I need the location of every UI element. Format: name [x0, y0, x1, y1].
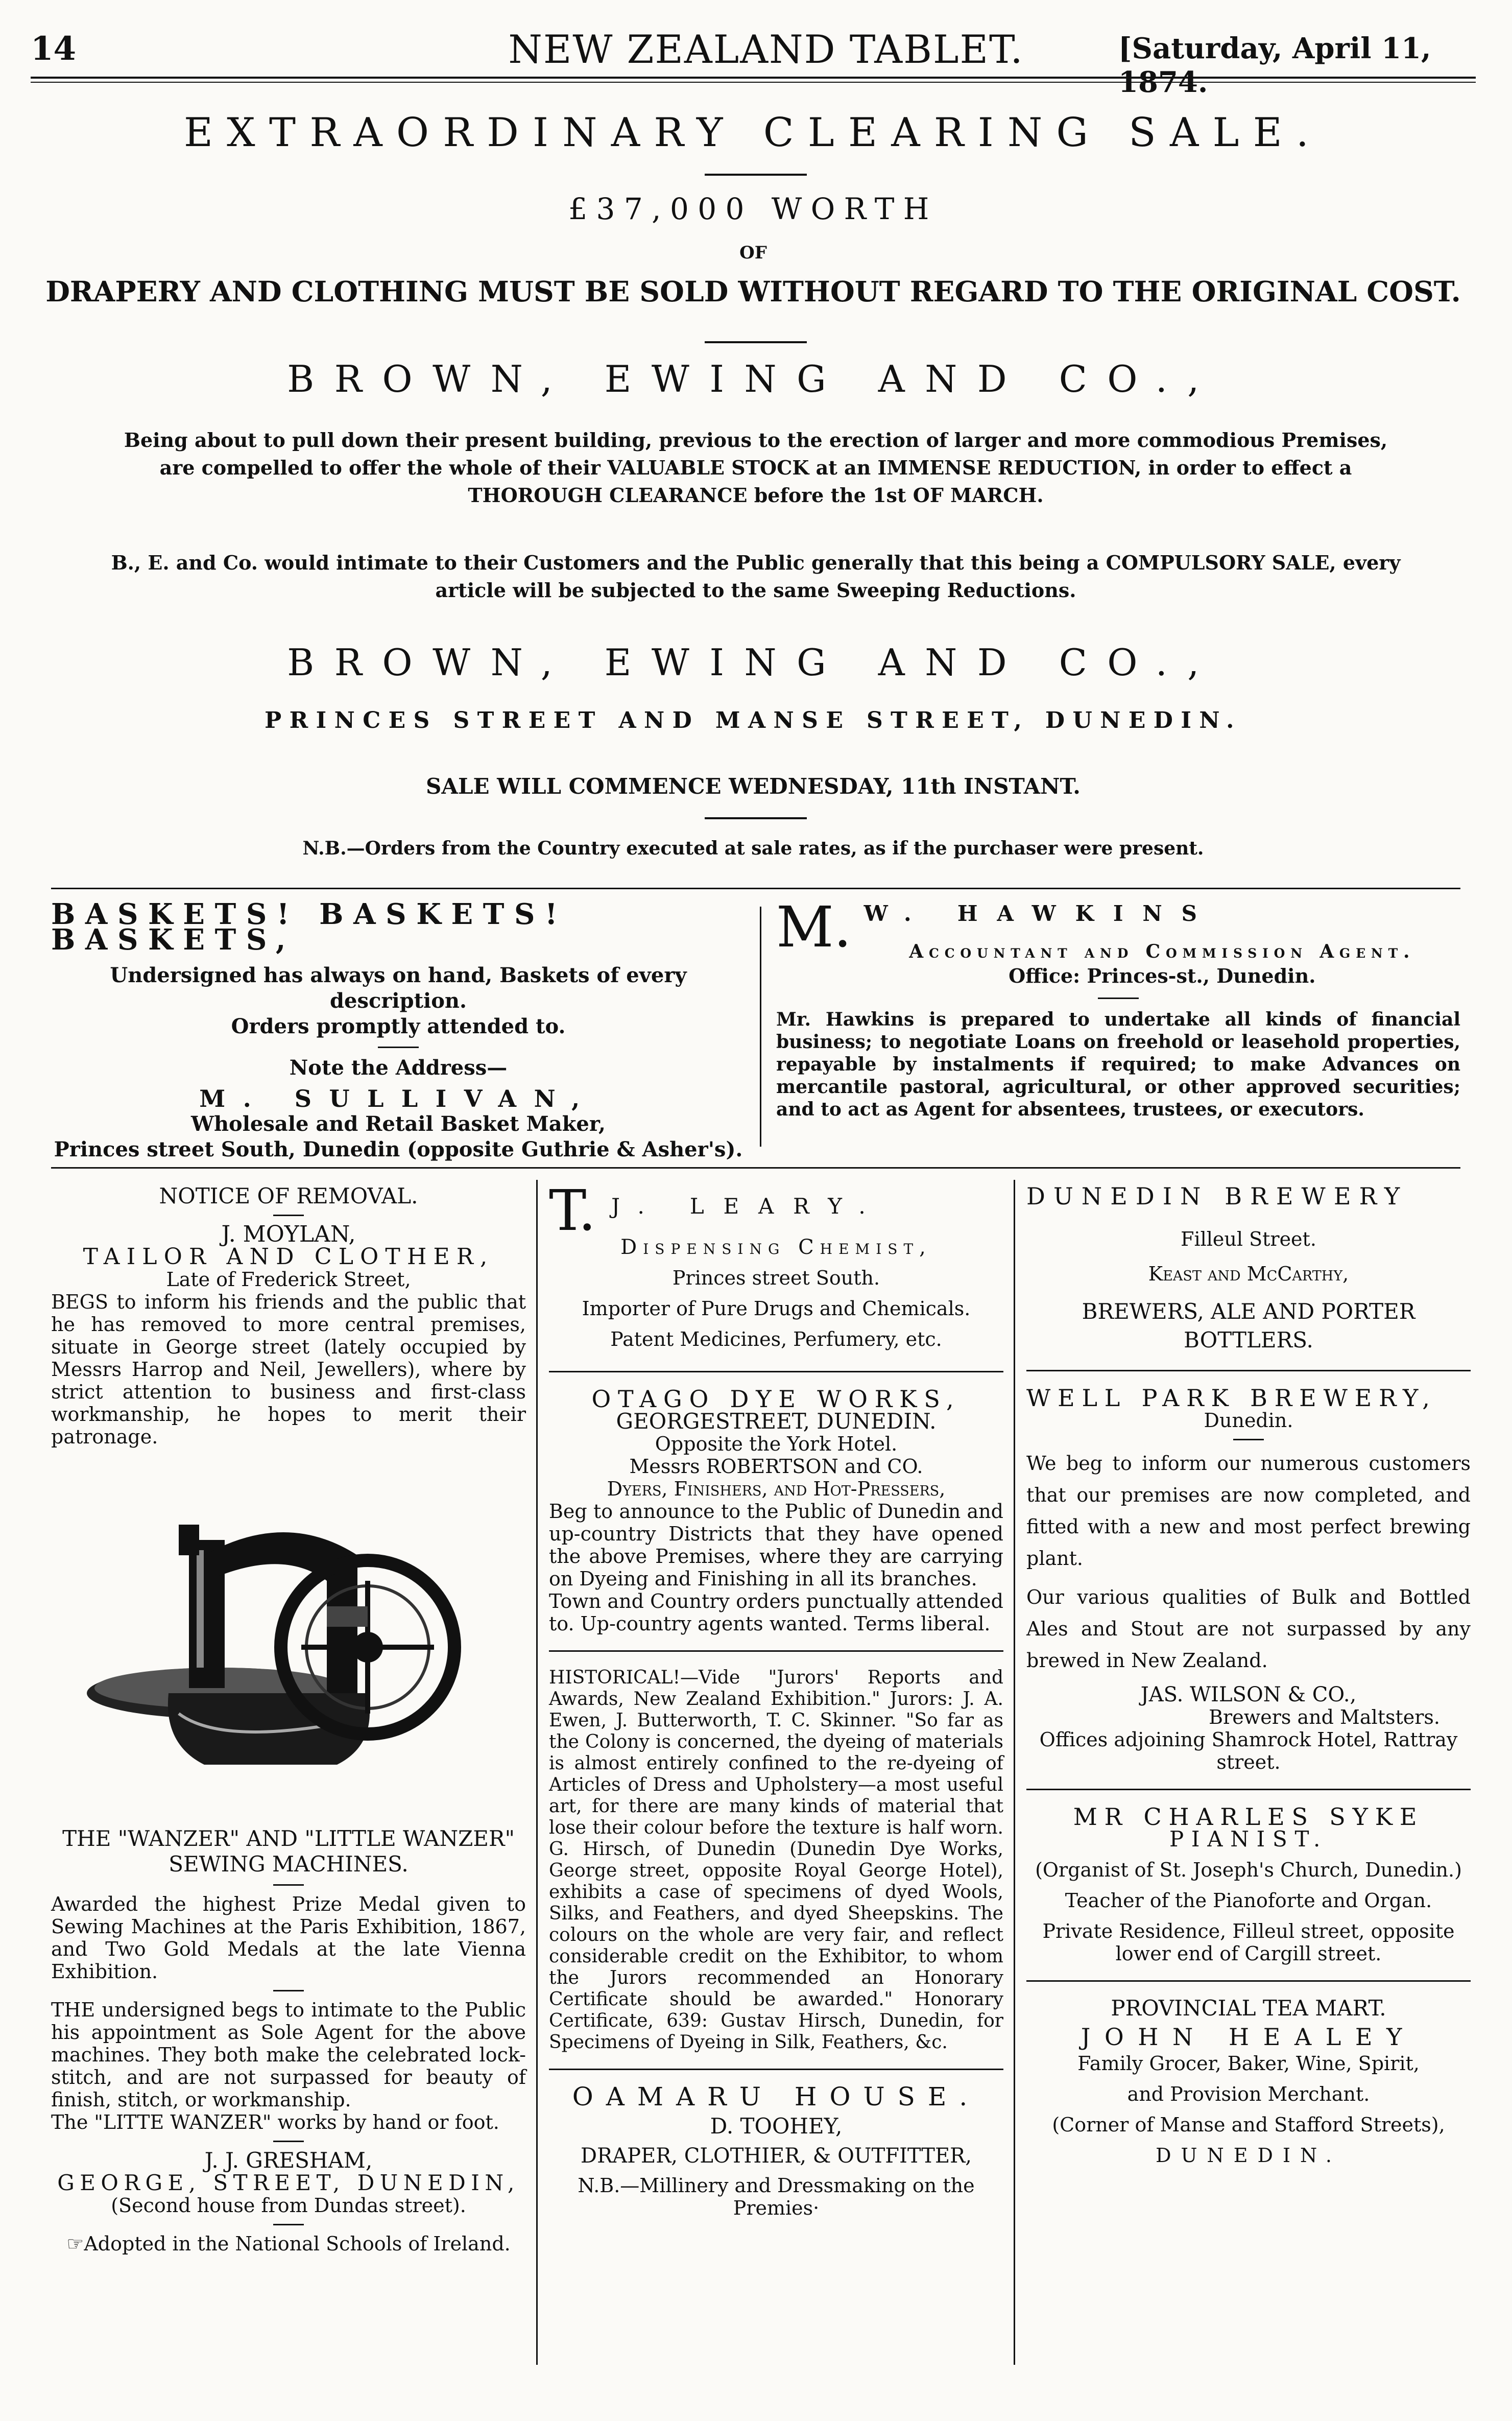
hawkins-ad — [776, 894, 1460, 1121]
syke-organist: (Organist of St. Joseph's Church, Dunedin.) — [1035, 1859, 1462, 1881]
sale-title: EXTRAORDINARY CLEARING SALE. — [183, 110, 1323, 156]
section-rule — [51, 888, 1460, 889]
section-rule — [549, 1650, 1003, 1652]
wellpark-body2: Our various qualities of Bulk and Bottled Ales and Stout are not surpassed by any brewed in New Zealand. — [1026, 1586, 1471, 1672]
divider — [1233, 1439, 1264, 1440]
leary-trade: Dispensing Chemist, — [620, 1236, 932, 1259]
wellpark-name: JAS. WILSON & CO., — [1140, 1683, 1357, 1706]
divider — [378, 1047, 419, 1048]
healey-trade2: and Provision Merchant. — [1127, 2083, 1370, 2105]
oamaru-nb: N.B.—Millinery and Dressmaking on the Premies· — [578, 2174, 975, 2219]
divider — [705, 341, 807, 343]
hawkins-name: W. HAWKINS — [863, 901, 1216, 926]
firm-name: BROWN, EWING AND CO., — [287, 358, 1219, 400]
divider — [273, 1215, 304, 1216]
brewery-title: DUNEDIN BREWERY — [1026, 1182, 1408, 1210]
sewing-para2: THE undersigned begs to intimate to the Public his appointment as Sole Agent for the above machines. They both make the celebrated lock-stitch, and are not surpassed for beauty of finish, stitch, or workmanship. — [51, 1999, 526, 2111]
gresham-adopted: ☞Adopted in the National Schools of Ireland. — [66, 2233, 511, 2255]
gresham-address2: (Second house from Dundas street). — [111, 2194, 466, 2217]
historical-body: HISTORICAL!—Vide "Jurors' Reports and Awards, New Zealand Exhibition." Jurors: J. A. Ewen, J. Butterworth, T. C. Skinner. "So far as the Colony is concerned, the dyeing of materials is almost entirely confined to the re-dyeing of Articles of Dress and Upholstery—a most useful art, for there are many kinds of material that lose their colour before the texture is half worn. G. Hirsch, of Dunedin (Dunedin Dye Works, George street, opposite Royal George Hotel), exhibits a case of specimens of dyed Wools, Silks, and Feathers, and dyed Sheepskins. The colours on the whole are very fair, and reflect considerable credit on the Exhibitor, to whom the Jurors recommended an Honorary Certificate should be awarded." Honorary Certificate, 639: Gustav Hirsch, Dunedin, for Specimens of Dyeing in Silk, Feathers, &c. — [549, 1667, 1003, 2053]
gresham-name: J. J. GRESHAM, — [204, 2148, 373, 2173]
healey-trade: Family Grocer, Baker, Wine, Spirit, — [1077, 2052, 1420, 2075]
divider — [273, 2141, 304, 2142]
sale-paragraph-1: Being about to pull down their present building, previous to the erection of larger and more commodious Premises, are compelled to offer the whole of their VALUABLE STOCK at an IMMENSE REDUCTION, in order to effect a THOROUGH CLEARANCE before the 1st OF MARCH. — [124, 429, 1388, 507]
moylan-trade: TAILOR AND CLOTHER, — [83, 1244, 494, 1270]
syke-subtitle: PIANIST. — [1169, 1826, 1328, 1852]
healey-city: DUNEDIN. — [1156, 2144, 1341, 2167]
sale-commence: SALE WILL COMMENCE WEDNESDAY, 11th INSTANT. — [426, 774, 1081, 799]
leary-name: J. LEARY. — [611, 1194, 885, 1219]
sewing-title: THE "WANZER" AND "LITTLE WANZER" SEWING MACHINES. — [62, 1826, 515, 1877]
healey-corner: (Corner of Manse and Stafford Streets), — [1052, 2114, 1445, 2136]
dye-opposite: Opposite the York Hotel. — [655, 1433, 898, 1455]
dye-orders: Town and Country orders punctually attended to. Up-country agents wanted. Terms liberal. — [549, 1590, 1003, 1635]
dye-body: Beg to announce to the Public of Dunedin and up-country Districts that they have opened the above Premises, where they are carrying on Dyeing and Finishing in all its branches. — [549, 1500, 1003, 1590]
hawkins-office: Office: Princes-st., Dunedin. — [1009, 964, 1316, 987]
section-rule — [549, 1371, 1003, 1372]
column-rule — [760, 907, 761, 1147]
baskets-title: BASKETS! BASKETS! BASKETS, — [51, 897, 568, 957]
hawkins-trade: Accountant and Commission Agent. — [909, 941, 1415, 962]
baskets-address: Princes street South, Dunedin (opposite Guthrie & Asher's). — [54, 1137, 743, 1161]
section-rule — [1026, 1370, 1471, 1371]
header-rule-thin — [31, 82, 1476, 83]
baskets-ad — [51, 897, 746, 1162]
leary-line1: Importer of Pure Drugs and Chemicals. — [582, 1297, 971, 1320]
section-rule — [51, 1167, 1460, 1169]
page-number: 14 — [31, 30, 77, 68]
moylan-name: J. MOYLAN, — [221, 1221, 356, 1247]
hawkins-body: Mr. Hawkins is prepared to undertake all kinds of financial business; to negotiate Loans on freehold or leasehold properties, repayable by instalments if required; to make Advances on mercantile pastoral, agricultural, or other approved securities; and to act as Agent for absentees, trustees, or executors. — [776, 1009, 1460, 1120]
baskets-name: M. SULLIVAN, — [199, 1085, 597, 1112]
column-2 — [549, 1178, 1003, 2219]
firm-address: PRINCES STREET AND MANSE STREET, DUNEDIN. — [265, 707, 1242, 733]
teamart-title: PROVINCIAL TEA MART. — [1111, 1996, 1386, 2021]
column-rule — [1014, 1180, 1015, 2365]
sale-subtitle: DRAPERY AND CLOTHING MUST BE SOLD WITHOUT REGARD TO THE ORIGINAL COST. — [45, 275, 1461, 308]
baskets-trade: Wholesale and Retail Basket Maker, — [191, 1112, 606, 1136]
moylan-body: BEGS to inform his friends and the public that he has removed to more central premises, situate in George street (lately occupied by Messrs Harrop and Neil, Jewellers), where by strict attention to business and first-class workmanship, he hopes to merit their patronage. — [51, 1291, 526, 1448]
divider — [1098, 998, 1139, 999]
dye-trade: Dyers, Finishers, and Hot-Pressers, — [607, 1478, 946, 1500]
oamaru-trade: DRAPER, CLOTHIER, & OUTFITTER, — [581, 2144, 972, 2168]
dye-title: OTAGO DYE WORKS, — [591, 1385, 961, 1413]
syke-residence: Private Residence, Filleul street, opposite lower end of Cargill street. — [1042, 1920, 1455, 1965]
sale-paragraph-2: B., E. and Co. would intimate to their Customers and the Public generally that this being a COMPULSORY SALE, every article will be subjected to the same Sweeping Reductions. — [111, 551, 1401, 602]
masthead: NEW ZEALAND TABLET. — [508, 27, 1024, 72]
issue-date: [Saturday, April 11, — [1118, 32, 1431, 65]
baskets-line1: Undersigned has always on hand, Baskets of every description. — [110, 963, 687, 1013]
brewery-firm: Keast and McCarthy, — [1148, 1263, 1349, 1285]
brewery-trade: BREWERS, ALE AND PORTER BOTTLERS. — [1082, 1299, 1415, 1352]
leary-line2: Patent Medicines, Perfumery, etc. — [610, 1328, 942, 1350]
sewing-para3: The "LITTE WANZER" works by hand or foot. — [51, 2111, 499, 2133]
moylan-late: Late of Frederick Street, — [166, 1268, 411, 1291]
column-rule — [536, 1180, 538, 2365]
hawkins-initial: M. — [776, 894, 852, 960]
divider — [273, 1990, 304, 1991]
wellpark-trade: Brewers and Maltsters. — [1209, 1706, 1440, 1728]
leary-address: Princes street South. — [672, 1267, 880, 1289]
divider — [705, 174, 807, 176]
section-rule — [1026, 1789, 1471, 1790]
column-1 — [51, 1185, 526, 2255]
divider — [273, 2224, 304, 2225]
brewery-street: Filleul Street. — [1181, 1228, 1316, 1250]
header-rule — [31, 77, 1476, 79]
dye-firm: Messrs ROBERTSON and CO. — [629, 1455, 923, 1478]
leary-initial: T. — [549, 1178, 596, 1243]
syke-title: MR CHARLES SYKE — [1073, 1803, 1424, 1831]
firm-name-repeat: BROWN, EWING AND CO., — [287, 641, 1219, 684]
sale-of: OF — [739, 243, 767, 263]
wellpark-body1: We beg to inform our numerous customers that our premises are now completed, and fitted with a new and most perfect brewing plant. — [1026, 1452, 1471, 1570]
wellpark-office: Offices adjoining Shamrock Hotel, Rattray street. — [1039, 1728, 1458, 1773]
healey-name: JOHN HEALEY — [1081, 2023, 1417, 2051]
oamaru-title: OAMARU HOUSE. — [572, 2082, 980, 2111]
baskets-line2: Orders promptly attended to. — [231, 1014, 566, 1038]
sewing-para1: Awarded the highest Prize Medal given to Sewing Machines at the Paris Exhibition, 1867, and Two Gold Medals at the late Vienna Exhibition. — [51, 1893, 526, 1983]
wellpark-place: Dunedin. — [1204, 1409, 1293, 1432]
dye-address: GEORGESTREET, DUNEDIN. — [616, 1409, 937, 1434]
removal-title: NOTICE OF REMOVAL. — [159, 1183, 418, 1208]
divider — [705, 817, 807, 819]
sale-worth: £37,000 WORTH — [568, 192, 938, 226]
section-rule — [549, 2069, 1003, 2070]
syke-teacher: Teacher of the Pianoforte and Organ. — [1065, 1889, 1432, 1912]
column-3 — [1026, 1182, 1471, 2167]
baskets-note: Note the Address— — [289, 1056, 508, 1080]
wellpark-title: WELL PARK BREWERY, — [1026, 1384, 1437, 1412]
gresham-address: GEORGE, STREET, DUNEDIN, — [57, 2170, 520, 2195]
sewing-machine-illustration — [51, 1479, 526, 1816]
section-rule — [1026, 1980, 1471, 1982]
country-orders-note: N.B.—Orders from the Country executed at sale rates, as if the purchaser were present. — [302, 838, 1204, 859]
oamaru-name: D. TOOHEY, — [710, 2114, 843, 2139]
divider — [273, 1884, 304, 1886]
